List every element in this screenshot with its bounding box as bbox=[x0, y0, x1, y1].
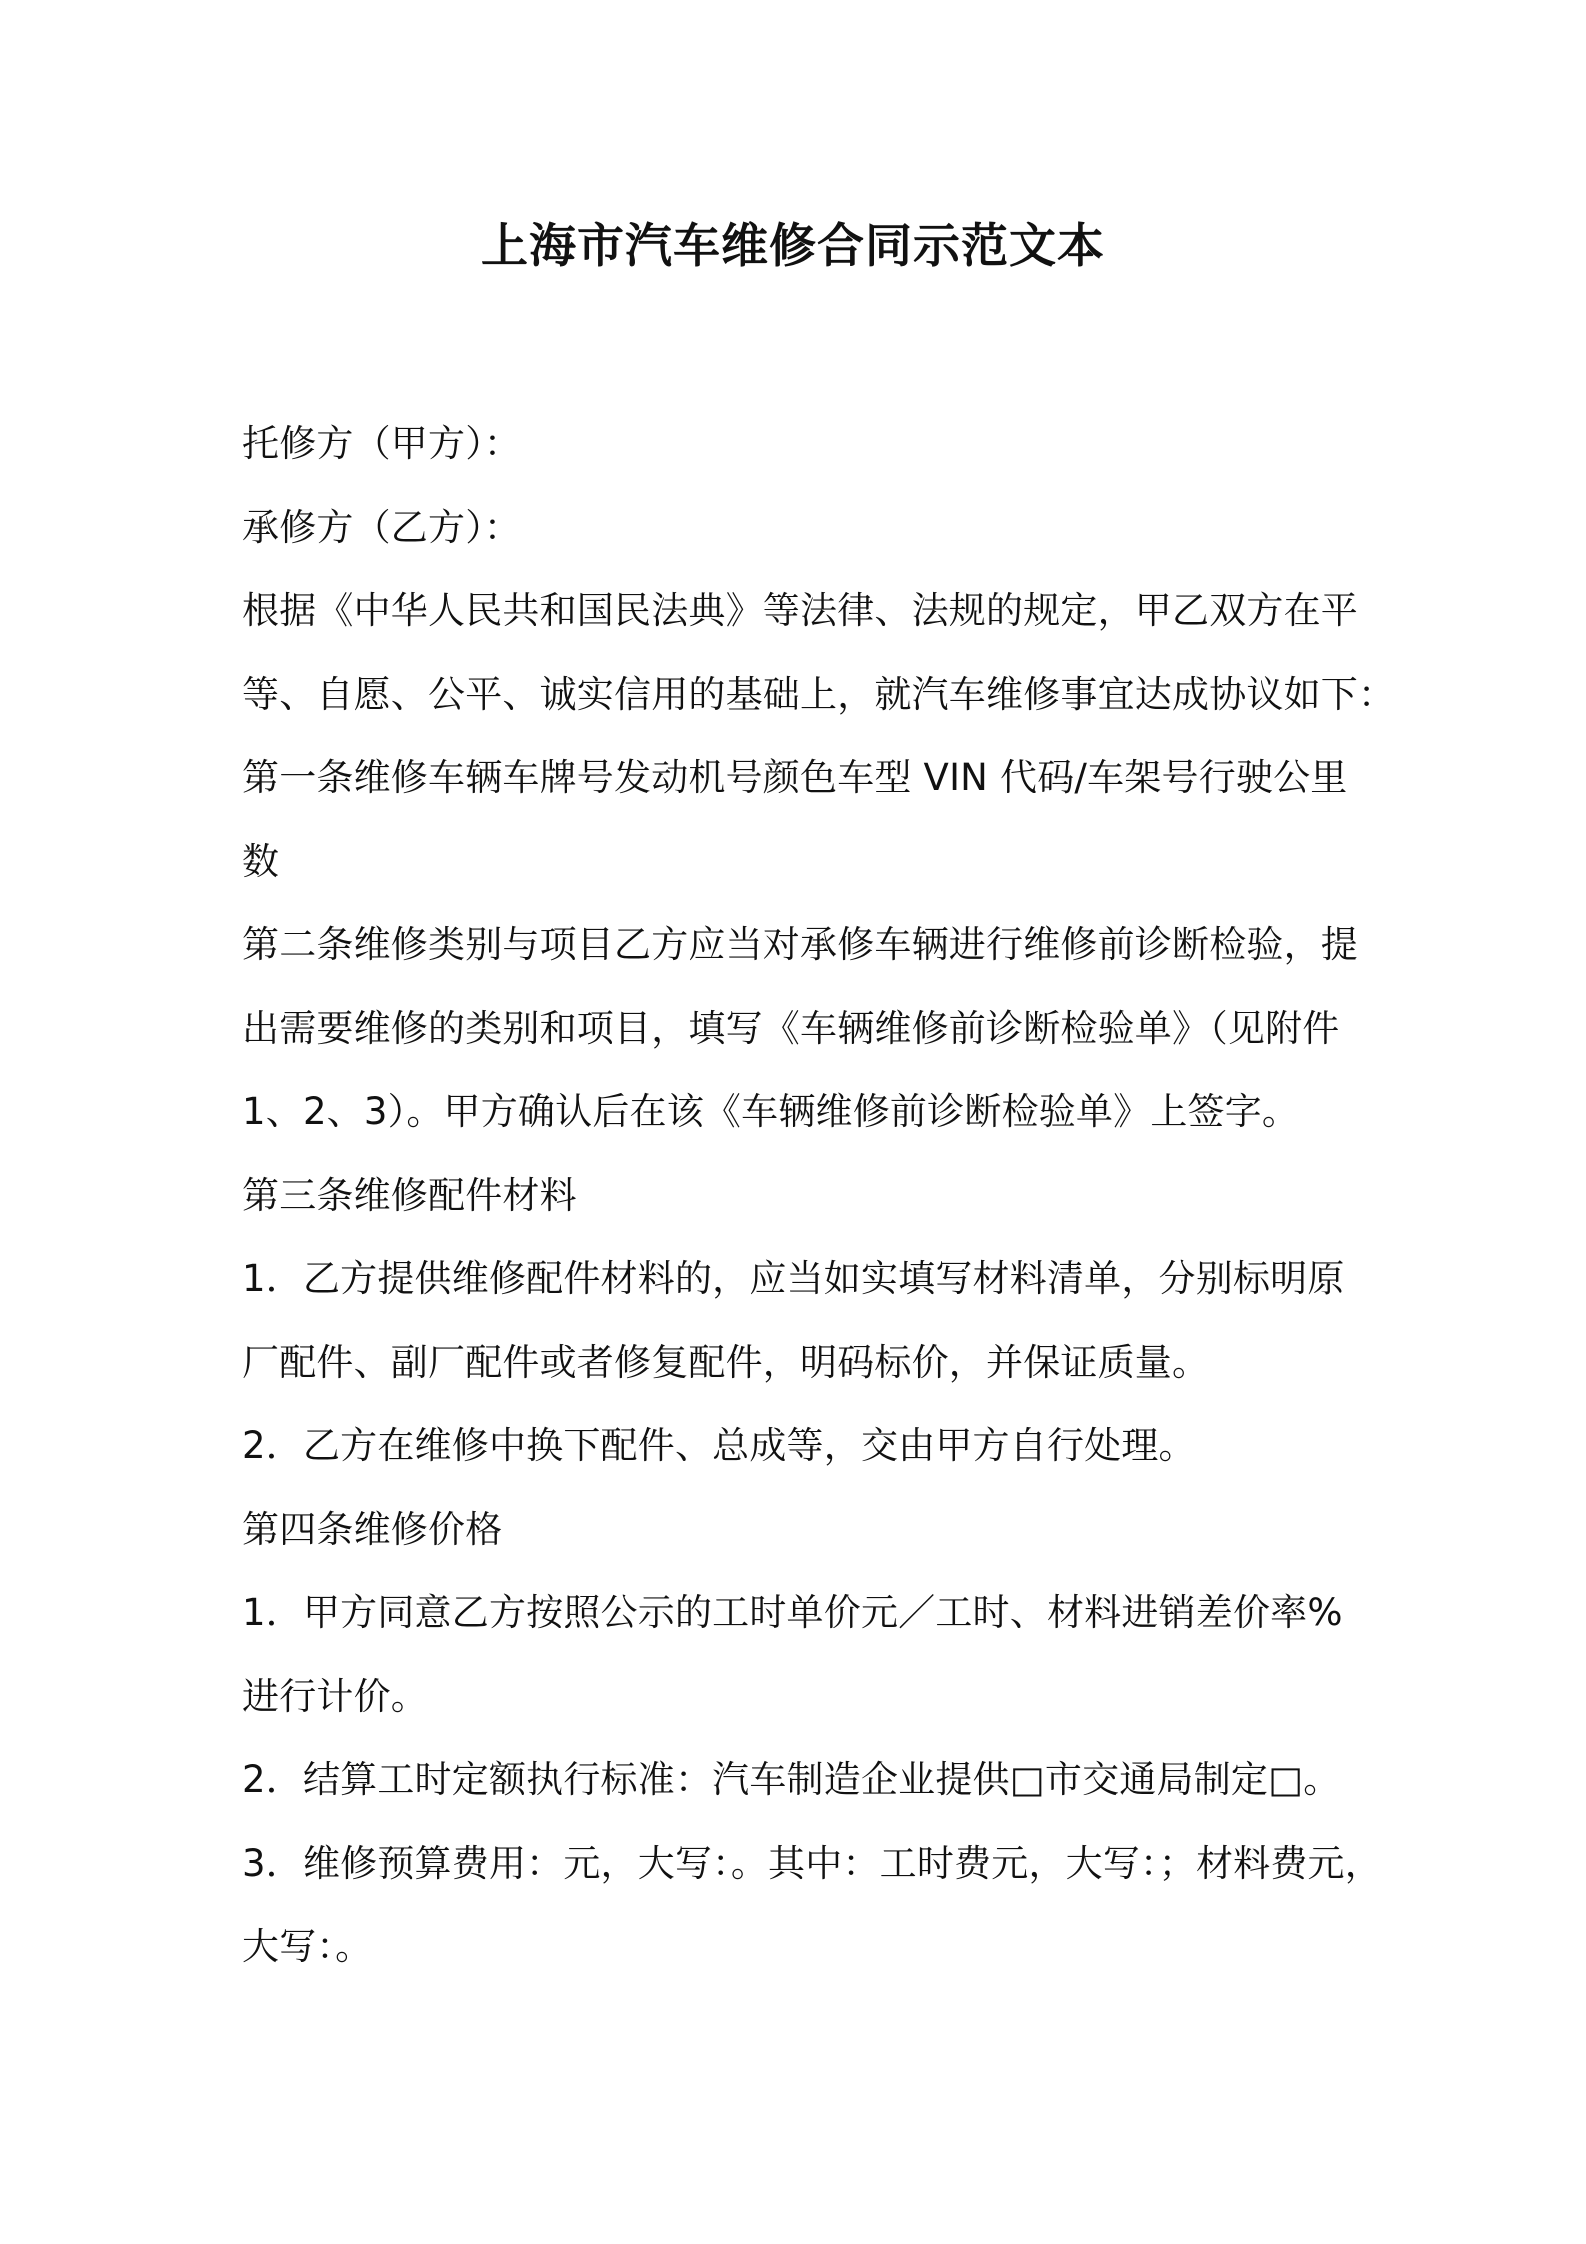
article-2-line-3: 1、2、3）。甲方确认后在该《车辆维修前诊断检验单》上签字。 bbox=[242, 1090, 1300, 1133]
article-3-item-1-line-2: 厂配件、副厂配件或者修复配件，明码标价，并保证质量。 bbox=[242, 1340, 1210, 1384]
article-4-item-2: 2．结算工时定额执行标准：汽车制造企业提供□市交通局制定□。 bbox=[242, 1758, 1341, 1801]
article-2-line-1: 第二条维修类别与项目乙方应当对承修车辆进行维修前诊断检验，提 bbox=[242, 923, 1358, 966]
preamble-line-1: 根据《中华人民共和国民法典》等法律、法规的规定，甲乙双方在平 bbox=[242, 589, 1358, 632]
article-3-item-2: 2．乙方在维修中换下配件、总成等，交由甲方自行处理。 bbox=[242, 1424, 1196, 1467]
article-4-heading: 第四条维修价格 bbox=[242, 1507, 503, 1551]
article-3-item-1-line-1: 1．乙方提供维修配件材料的，应当如实填写材料清单，分别标明原 bbox=[242, 1257, 1345, 1300]
article-4-item-1-line-1: 1．甲方同意乙方按照公示的工时单价元／工时、材料进销差价率% bbox=[242, 1591, 1343, 1634]
article-4-item-3-line-1: 3．维修预算费用：元，大写：。其中：工时费元，大写：；材料费元， bbox=[242, 1841, 1382, 1885]
preamble-line-2: 等、自愿、公平、诚实信用的基础上，就汽车维修事宜达成协议如下： bbox=[242, 672, 1396, 716]
article-2-line-2: 出需要维修的类别和项目，填写《车辆维修前诊断检验单》（见附件 bbox=[242, 1006, 1340, 1050]
article-1-line-1: 第一条维修车辆车牌号发动机号颜色车型 VIN 代码/车架号行驶公里 bbox=[242, 756, 1348, 799]
article-4-item-3-line-2: 大写：。 bbox=[242, 1925, 373, 1968]
document-title: 上海市汽车维修合同示范文本 bbox=[481, 219, 1105, 274]
article-4-item-1-line-2: 进行计价。 bbox=[242, 1674, 428, 1718]
party-a-line: 托修方（甲方）： bbox=[242, 422, 522, 465]
party-b-line: 承修方（乙方）： bbox=[242, 505, 522, 549]
document-body bbox=[242, 402, 1396, 1989]
article-1-line-2: 数 bbox=[242, 839, 280, 883]
article-3-heading: 第三条维修配件材料 bbox=[242, 1173, 577, 1217]
